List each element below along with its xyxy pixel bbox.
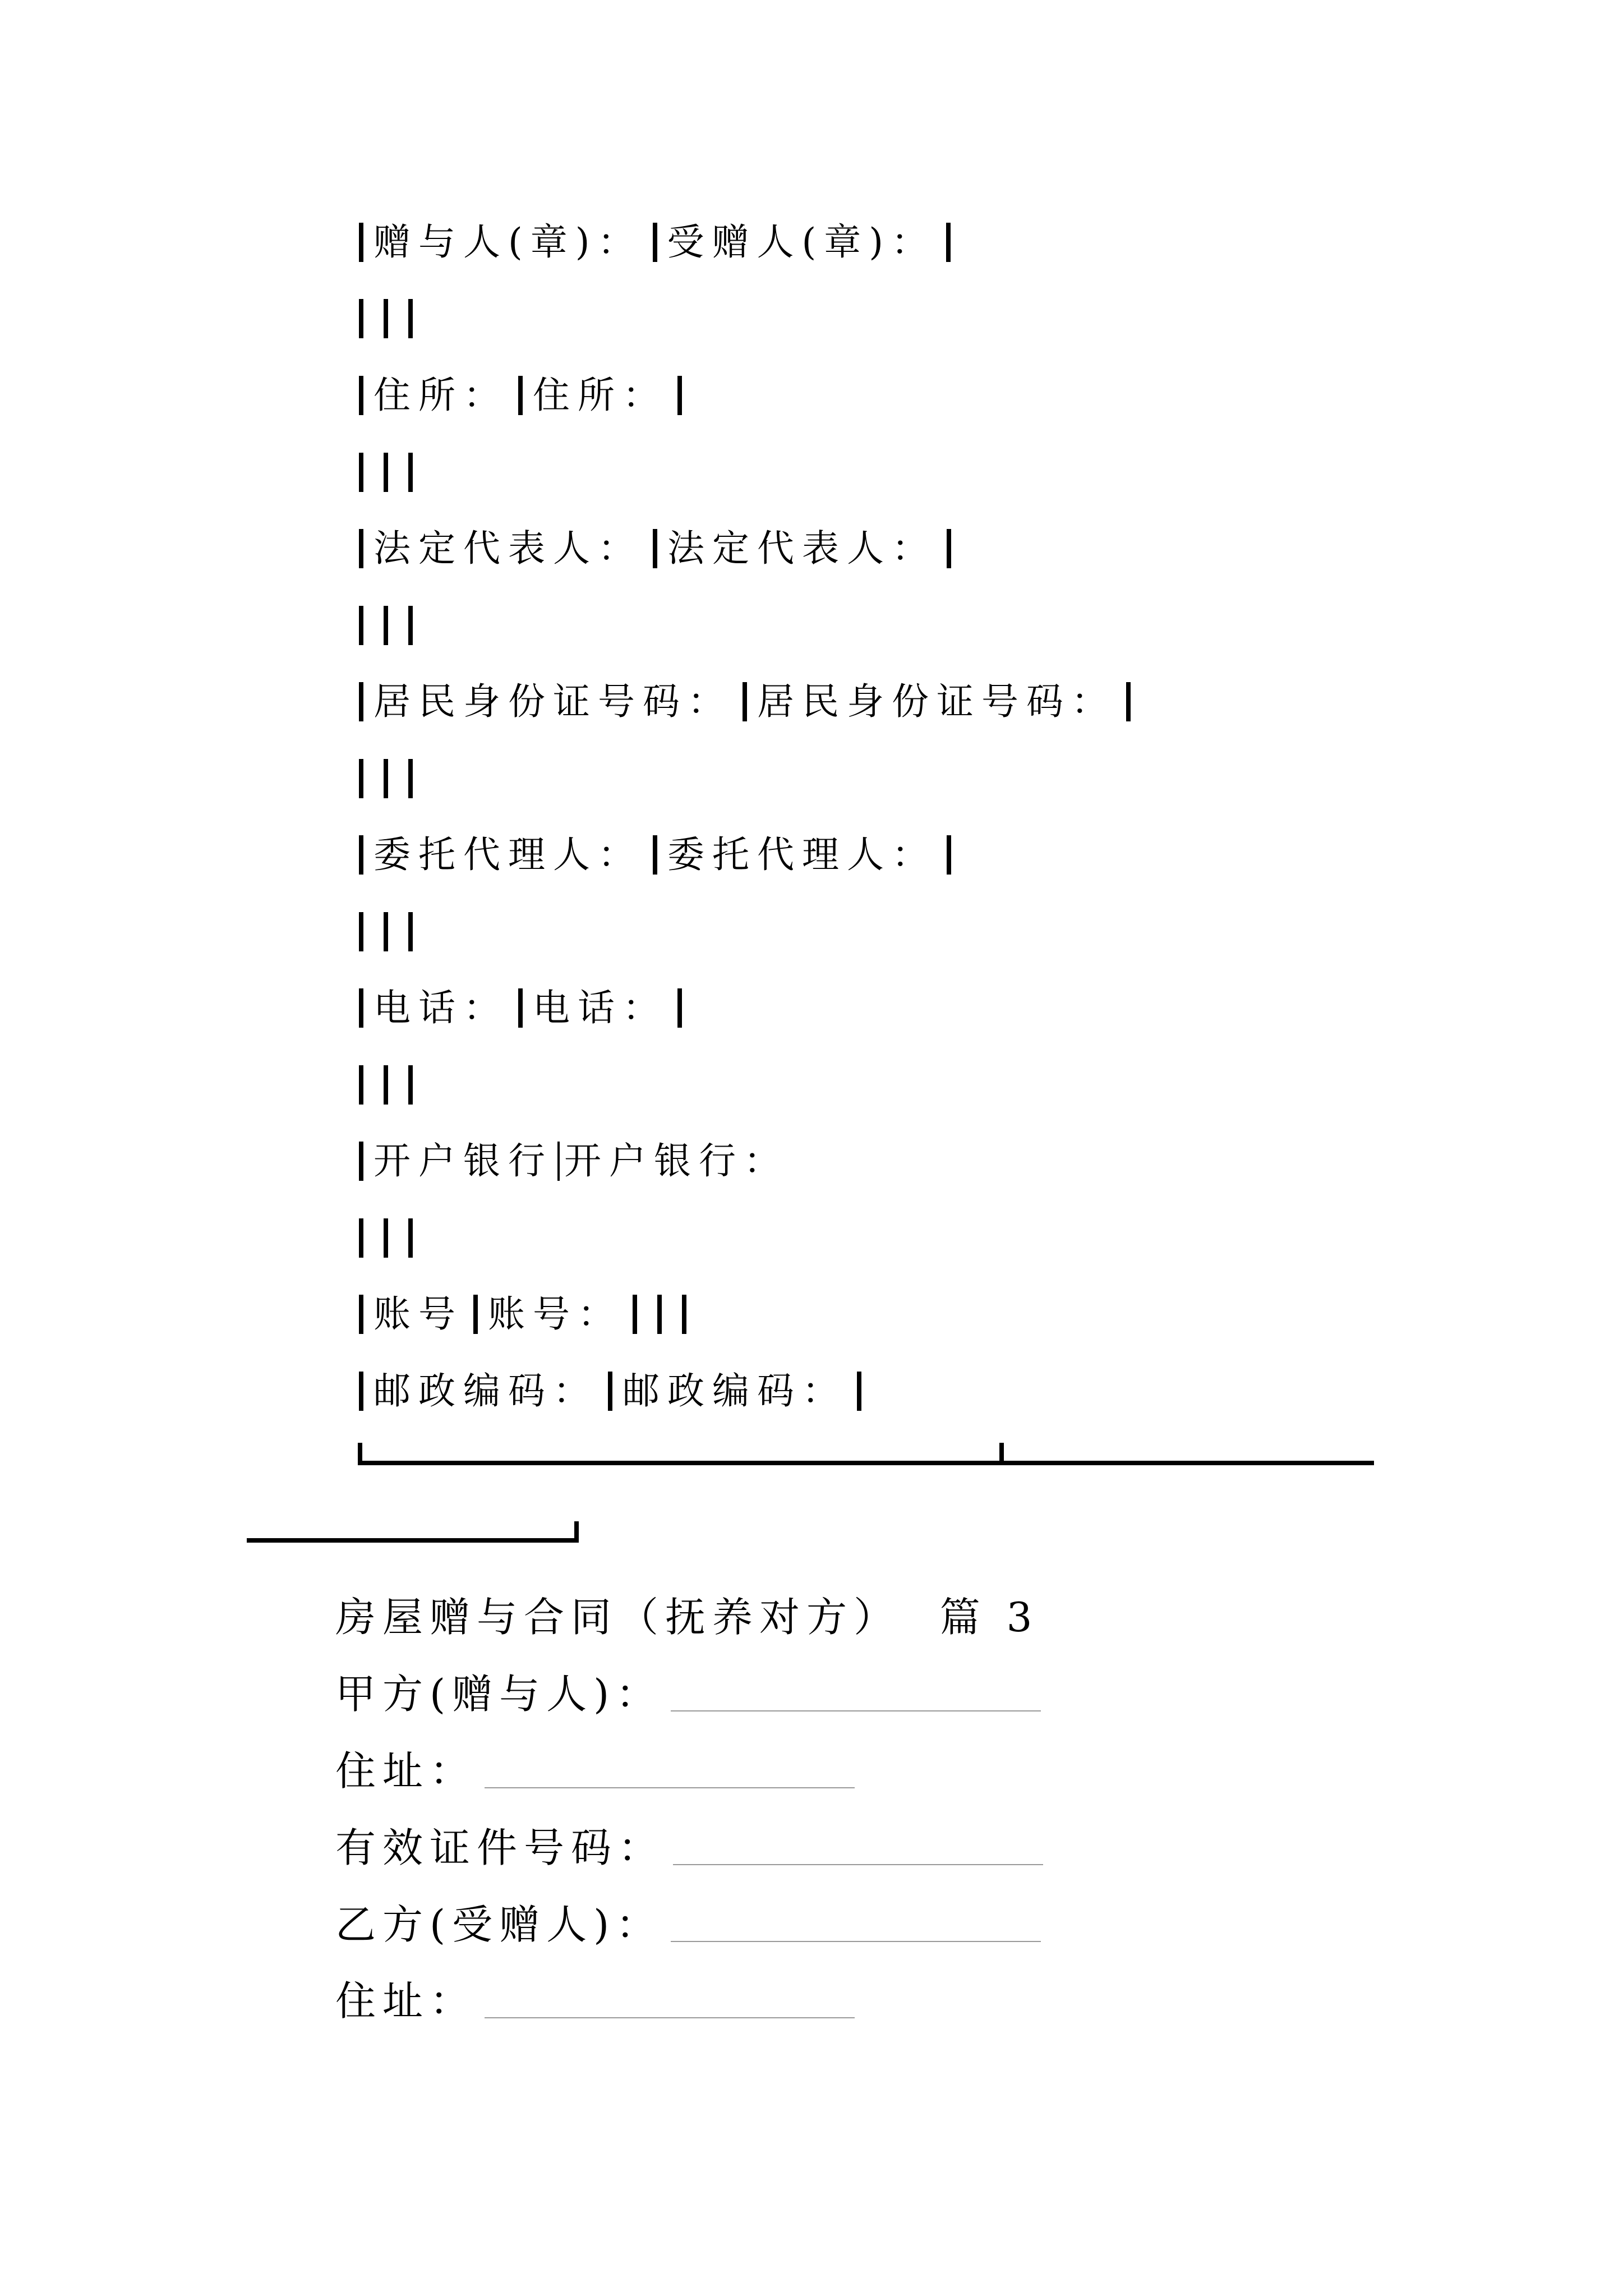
table-cell: 居民身份证号码： bbox=[757, 680, 1116, 723]
table-border bbox=[408, 299, 413, 338]
table-corner bbox=[574, 1521, 579, 1543]
table-border bbox=[384, 299, 388, 338]
table-cell: 账号 bbox=[374, 1292, 463, 1336]
field-row bbox=[335, 1976, 855, 2026]
table-border bbox=[384, 453, 388, 492]
table-row bbox=[349, 603, 423, 648]
table-border bbox=[359, 835, 363, 875]
table-row bbox=[349, 1369, 872, 1414]
field-label: 甲方(赠与人)： bbox=[335, 1671, 663, 1718]
table-border bbox=[473, 1295, 478, 1334]
blank-line bbox=[671, 1941, 1041, 1942]
table-border bbox=[518, 376, 523, 415]
table-border bbox=[1126, 682, 1131, 721]
table-border bbox=[384, 1065, 388, 1105]
table-cell: 邮政编码： bbox=[623, 1369, 847, 1412]
table-junction bbox=[999, 1443, 1004, 1465]
table-cell: 电话： bbox=[533, 986, 667, 1029]
table-bottom-border bbox=[247, 1538, 579, 1543]
table-cell: 赠与人(章)： bbox=[374, 220, 643, 264]
table-border bbox=[359, 682, 363, 721]
blank-line bbox=[671, 1710, 1041, 1711]
table-border bbox=[633, 1295, 637, 1334]
blank-line bbox=[485, 2017, 855, 2018]
table-border bbox=[384, 759, 388, 798]
table-cell: 委托代理人： bbox=[374, 833, 643, 876]
field-row bbox=[335, 1669, 1041, 1719]
table-cell: 居民身份证号码： bbox=[374, 680, 732, 723]
table-border bbox=[408, 453, 413, 492]
table-border bbox=[408, 1065, 413, 1105]
table-row bbox=[349, 450, 423, 495]
table-cell: 账号： bbox=[488, 1292, 623, 1336]
table-border bbox=[359, 1142, 363, 1181]
table-bottom-border bbox=[358, 1461, 1374, 1465]
table-row bbox=[349, 1139, 789, 1184]
table-border bbox=[677, 988, 682, 1028]
table-border bbox=[657, 1295, 662, 1334]
table-row bbox=[349, 373, 692, 418]
table-border bbox=[359, 759, 363, 798]
table-row bbox=[349, 526, 961, 571]
table-border bbox=[384, 606, 388, 645]
table-cell: 电话： bbox=[374, 986, 508, 1029]
table-border bbox=[682, 1295, 686, 1334]
table-row bbox=[349, 756, 423, 801]
table-border bbox=[518, 988, 523, 1028]
table-border bbox=[359, 1372, 363, 1411]
table-border bbox=[408, 1218, 413, 1258]
table-row bbox=[349, 1062, 423, 1107]
table-border bbox=[677, 376, 682, 415]
table-row bbox=[349, 679, 1141, 724]
table-cell: 受赠人(章)： bbox=[667, 220, 936, 264]
table-border bbox=[608, 1372, 612, 1411]
field-row bbox=[335, 1899, 1041, 1950]
table-border bbox=[359, 223, 363, 262]
table-border bbox=[359, 912, 363, 951]
table-border bbox=[653, 835, 657, 875]
field-row bbox=[335, 1746, 855, 1796]
table-border bbox=[557, 1142, 560, 1181]
table-border bbox=[359, 376, 363, 415]
field-label: 住址： bbox=[335, 1977, 477, 2024]
blank-line bbox=[673, 1864, 1043, 1865]
table-cell: 委托代理人： bbox=[667, 833, 937, 876]
table-cell: 住所： bbox=[533, 374, 667, 417]
table-cell: 法定代表人： bbox=[667, 527, 937, 570]
table-border bbox=[408, 912, 413, 951]
table-border bbox=[653, 223, 657, 262]
table-border bbox=[947, 529, 951, 568]
table-border bbox=[359, 453, 363, 492]
table-border bbox=[947, 835, 951, 875]
table-border bbox=[359, 1295, 363, 1334]
table-cell: 开户银行 bbox=[374, 1139, 553, 1182]
table-border bbox=[359, 1065, 363, 1105]
table-row bbox=[349, 220, 961, 265]
table-row bbox=[349, 1292, 697, 1337]
table-cell: 开户银行： bbox=[564, 1139, 789, 1182]
table-border bbox=[946, 223, 951, 262]
table-border bbox=[743, 682, 747, 721]
table-border bbox=[384, 1218, 388, 1258]
table-border bbox=[408, 606, 413, 645]
table-border bbox=[653, 529, 657, 568]
field-label: 有效证件号码： bbox=[335, 1824, 666, 1871]
table-border bbox=[408, 759, 413, 798]
table-border bbox=[359, 1218, 363, 1258]
table-border bbox=[384, 912, 388, 951]
table-border bbox=[857, 1372, 861, 1411]
field-row bbox=[335, 1823, 1043, 1873]
table-border bbox=[359, 299, 363, 338]
table-cell: 法定代表人： bbox=[374, 527, 643, 570]
table-border bbox=[359, 988, 363, 1028]
table-row bbox=[349, 832, 961, 877]
table-row bbox=[349, 1216, 423, 1260]
table-row bbox=[349, 909, 423, 954]
table-row bbox=[349, 986, 692, 1030]
table-cell: 邮政编码： bbox=[374, 1369, 598, 1412]
field-label: 乙方(受赠人)： bbox=[335, 1901, 663, 1948]
table-cell: 住所： bbox=[374, 374, 508, 417]
table-border bbox=[359, 606, 363, 645]
field-label: 住址： bbox=[335, 1747, 477, 1795]
table-row bbox=[349, 296, 423, 341]
section-title: 房屋赠与合同（抚养对方） 篇 3 bbox=[335, 1594, 1039, 1641]
table-border bbox=[359, 529, 363, 568]
blank-line bbox=[485, 1787, 855, 1788]
